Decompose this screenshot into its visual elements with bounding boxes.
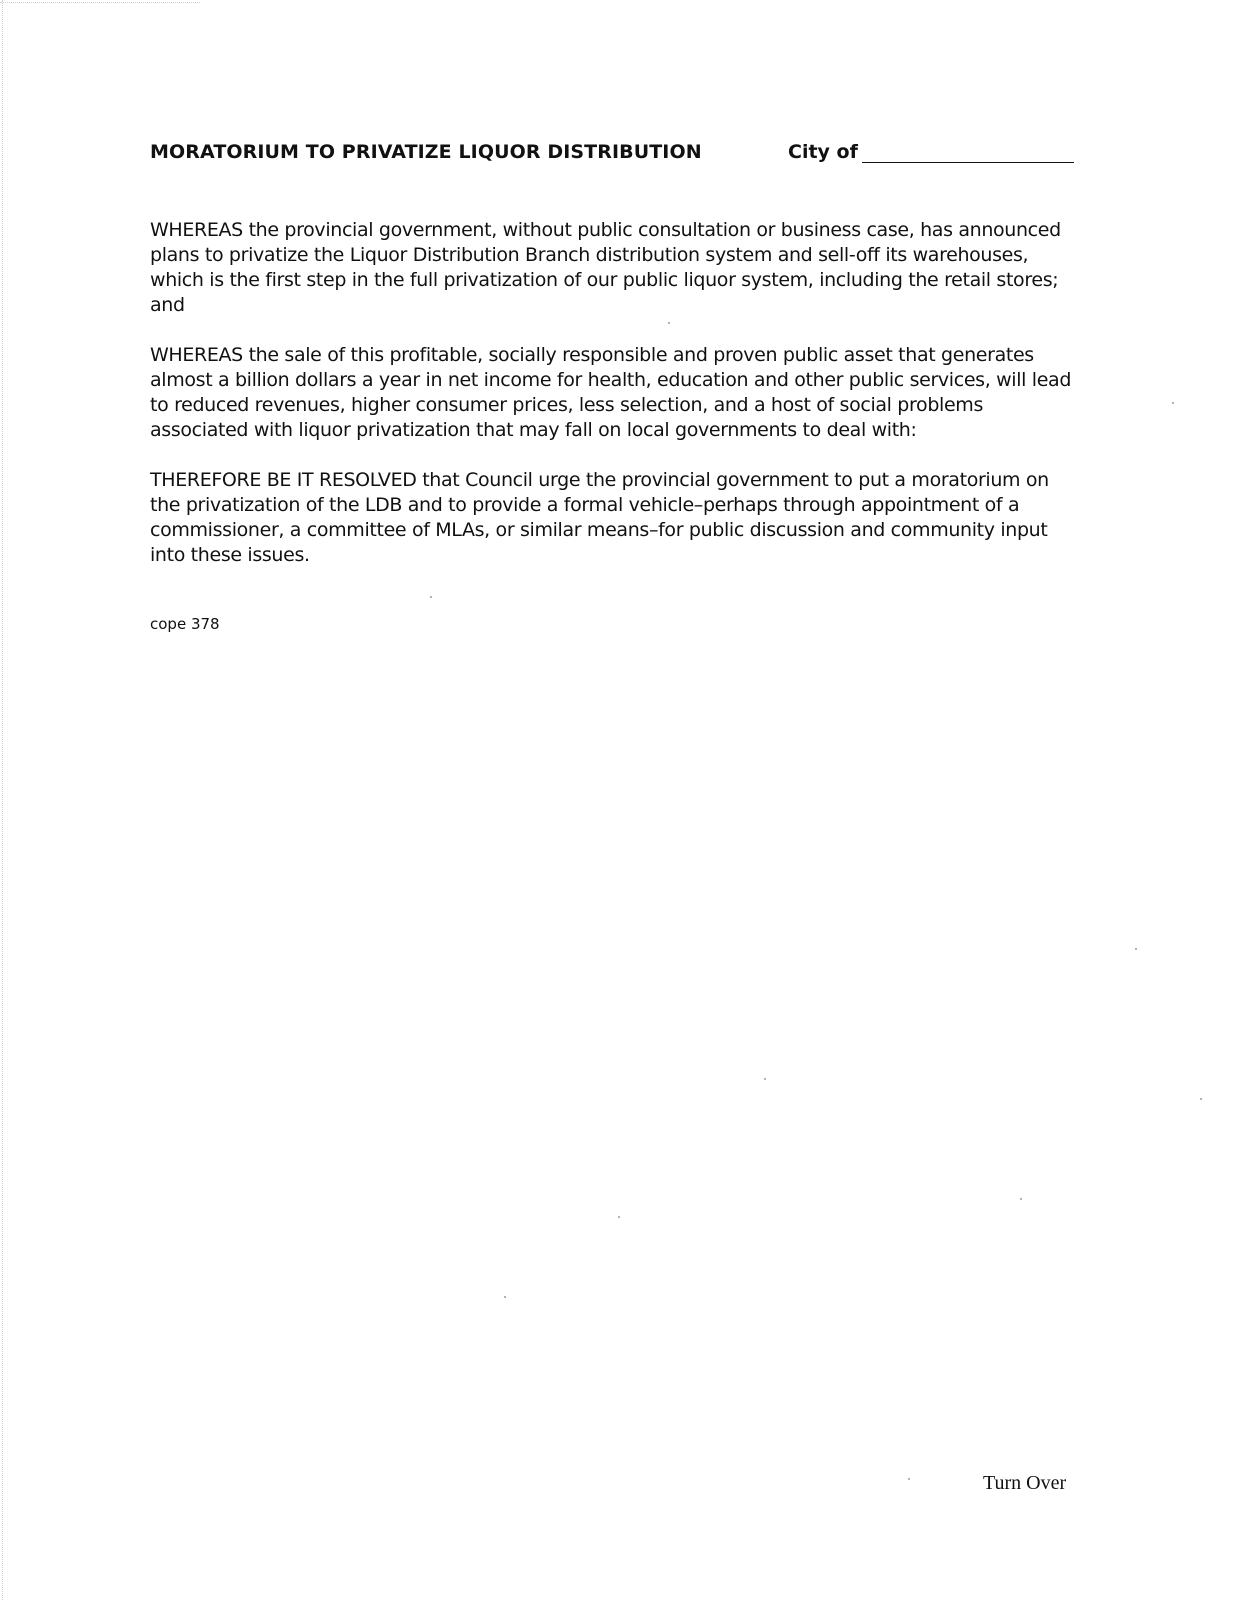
scan-speck xyxy=(1020,1198,1022,1200)
scan-speck xyxy=(1172,402,1174,404)
scan-speck xyxy=(504,1296,506,1298)
scan-speck xyxy=(1200,1098,1202,1100)
city-label: City of xyxy=(788,141,858,163)
scan-speck xyxy=(908,1478,910,1480)
reference-code: cope 378 xyxy=(150,615,220,633)
scan-speck xyxy=(668,322,670,324)
document-header xyxy=(150,141,1080,171)
scan-edge-left xyxy=(2,0,3,1600)
whereas-paragraph-1: WHEREAS the provincial government, without public consultation or business case, has announced plans to privatize the Liquor Distribution Branch distribution system and sell-off its warehouses, which is the first step in the full privatization of our public liquor system, including the retail stores; and xyxy=(150,219,1061,316)
city-blank-line xyxy=(862,162,1074,163)
scan-speck xyxy=(618,1216,620,1218)
turn-over-note: Turn Over xyxy=(983,1472,1067,1494)
resolution-paragraph: THEREFORE BE IT RESOLVED that Council urge the provincial government to put a moratorium on the privatization of the LDB and to provide a formal vehicle–perhaps through appointment of a commissioner, a committee of MLAs, or similar means–for public discussion and community input into these issues. xyxy=(150,469,1049,566)
scan-edge-top xyxy=(0,2,200,3)
scan-speck xyxy=(764,1078,766,1080)
scan-speck xyxy=(430,596,432,598)
whereas-paragraph-2: WHEREAS the sale of this profitable, socially responsible and proven public asset that generates almost a billion dollars a year in net income for health, education and other public services, will lead to reduced revenues, higher consumer prices, less selection, and a host of social problems associated with liquor privatization that may fall on local governments to deal with: xyxy=(150,344,1072,441)
document-title: MORATORIUM TO PRIVATIZE LIQUOR DISTRIBUTION xyxy=(150,141,702,163)
scan-speck xyxy=(1135,948,1137,950)
